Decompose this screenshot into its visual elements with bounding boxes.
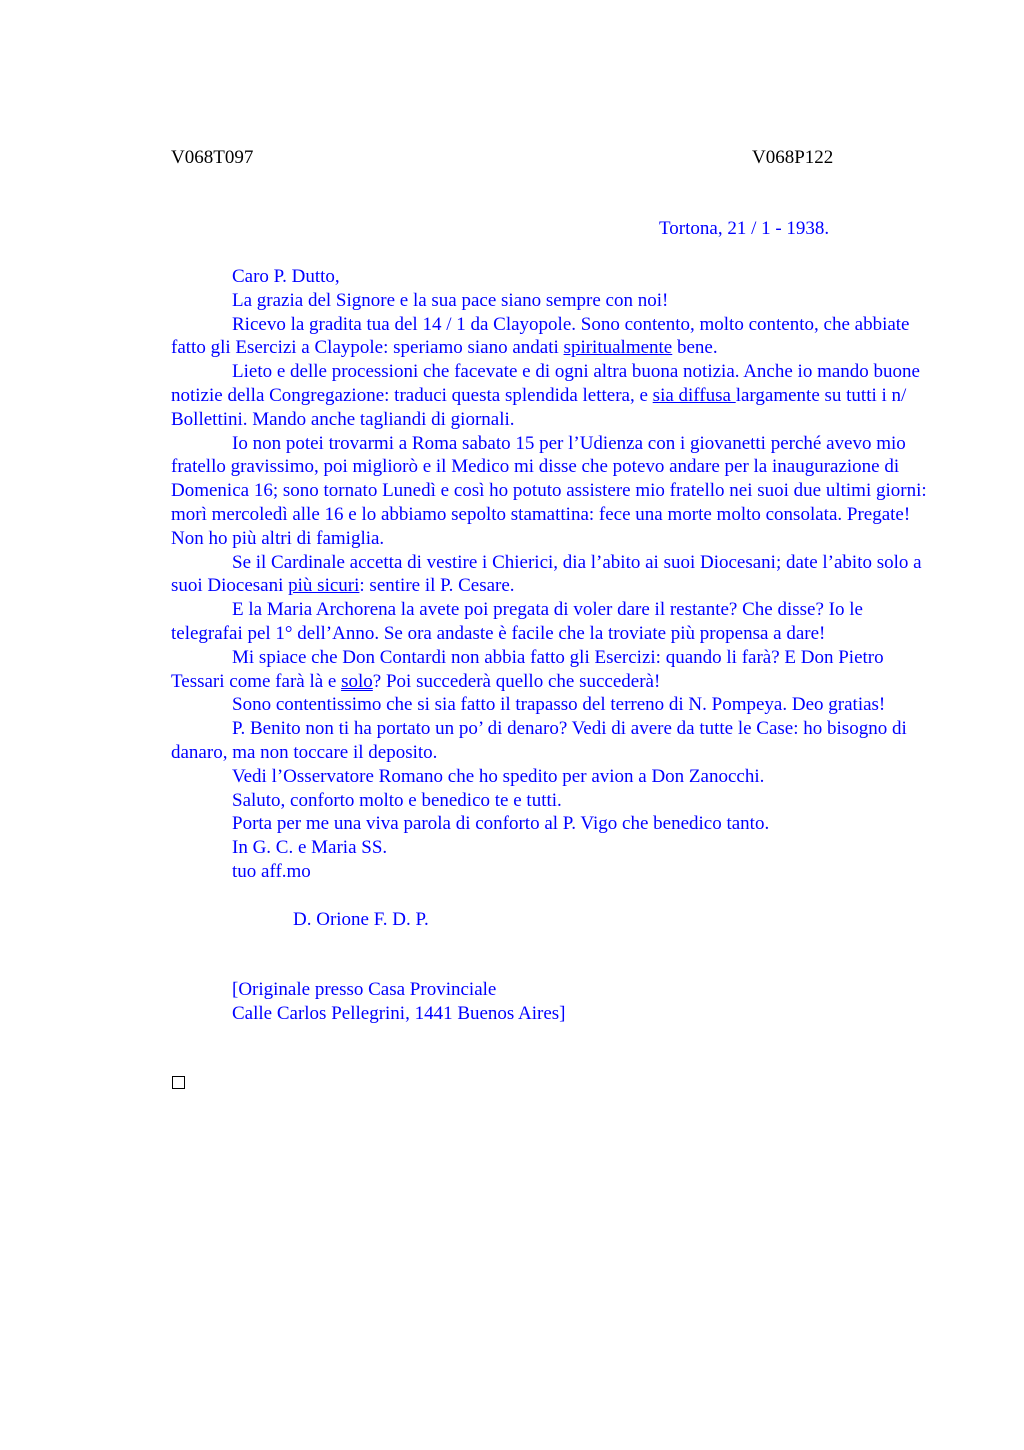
paragraph-2 [171,360,931,431]
paragraph-6 [171,646,931,694]
paragraph-6-text-b: ? Poi succederà quello che succederà! [372,670,661,692]
paragraph-6-text-a: Mi spiace che Don Contardi non abbia fatto gli Esercizi: quando li farà? E Don Pietro Tessari come farà là e [171,646,884,692]
closing-line-1: In G. C. e Maria SS. [232,837,388,859]
letter-body [171,265,931,1026]
document-code-left: V068T097 [171,147,254,168]
spacer [171,884,931,908]
paragraph-10: Saluto, conforto molto e benedico te e tutti. [232,789,562,811]
spacer [171,931,931,955]
archive-note-line-2: Calle Carlos Pellegrini, 1441 Buenos Aires] [232,1002,566,1024]
salutation: Caro P. Dutto, [232,266,340,287]
paragraph-4-text-b: : sentire il P. Cesare. [359,575,515,597]
paragraph-7: Sono contentissimo che si sia fatto il trapasso del terreno di N. Pompeya. Deo gratias! [232,694,886,716]
document-code-right: V068P122 [752,147,834,168]
paragraph-9: Vedi l’Osservatore Romano che ho spedito per avion a Don Zanocchi. [232,765,765,787]
paragraph-11: Porta per me una viva parola di conforto al P. Vigo che benedico tanto. [232,813,770,835]
paragraph-4-text-a: Se il Cardinale accetta di vestire i Chierici, dia l’abito ai suoi Diocesani; date l’abito solo a suoi Diocesani [171,551,922,597]
paragraph-8: P. Benito non ti ha portato un po’ di denaro? Vedi di avere da tutte le Case: ho bisogno di danaro, ma non toccare il deposito. [171,718,907,763]
closing-line-2: tuo aff.mo [232,860,311,882]
paragraph-4 [171,551,931,599]
paragraph-1 [171,313,931,361]
empty-square-icon [172,1076,185,1089]
paragraph-3: Io non potei trovarmi a Roma sabato 15 per l’Udienza con i giovanetti perché avevo mio fratello gravissimo, poi migliorò e il Medico mi disse che potevo andare per la inaugurazione di Domenica 16; sono tornato Lunedì e così ho potuto assistere mio fratello nei suoi due ultimi giorni: morì mercoledì alle 16 e lo abbiamo sepolto stamattina: fece una morte molto consolata. Pregate! Non ho più altri di famiglia. [171,432,927,549]
paragraph-2-text-a: Lieto e delle processioni che facevate e di ogni altra buona notizia. Anche io mando buone notizie della Congregazione: traduci questa splendida lettera, e [171,361,920,406]
archive-note-line-1: [Originale presso Casa Provinciale [232,979,497,1001]
paragraph-2-text-b: largamente su tutti i n/ Bollettini. Mando anche tagliandi di giornali. [171,384,907,430]
paragraph-5: E la Maria Archorena la avete poi pregata di voler dare il restante? Che disse? Io le telegrafai pel 1° dell’Anno. Se ora andaste è facile che la troviate più propensa a dare! [171,599,863,644]
paragraph-1-underlined: spiritualmente [563,337,673,359]
paragraph-1-text-b: bene. [672,337,718,359]
paragraph-1-text-a: Ricevo la gradita tua del 14 / 1 da Clayopole. Sono contento, molto contento, che abbiate fatto gli Esercizi a Claypole: speriamo siano andati [171,313,910,359]
letter-date: Tortona, 21 / 1 - 1938. [659,218,830,239]
blessing: La grazia del Signore e la sua pace siano sempre con noi! [232,289,669,311]
spacer [171,955,931,978]
paragraph-4-underlined: più sicuri [288,575,360,597]
paragraph-2-underlined: sia diffusa [652,384,736,406]
signature: D. Orione F. D. P. [293,908,429,930]
paragraph-6-underlined: solo [341,670,373,692]
